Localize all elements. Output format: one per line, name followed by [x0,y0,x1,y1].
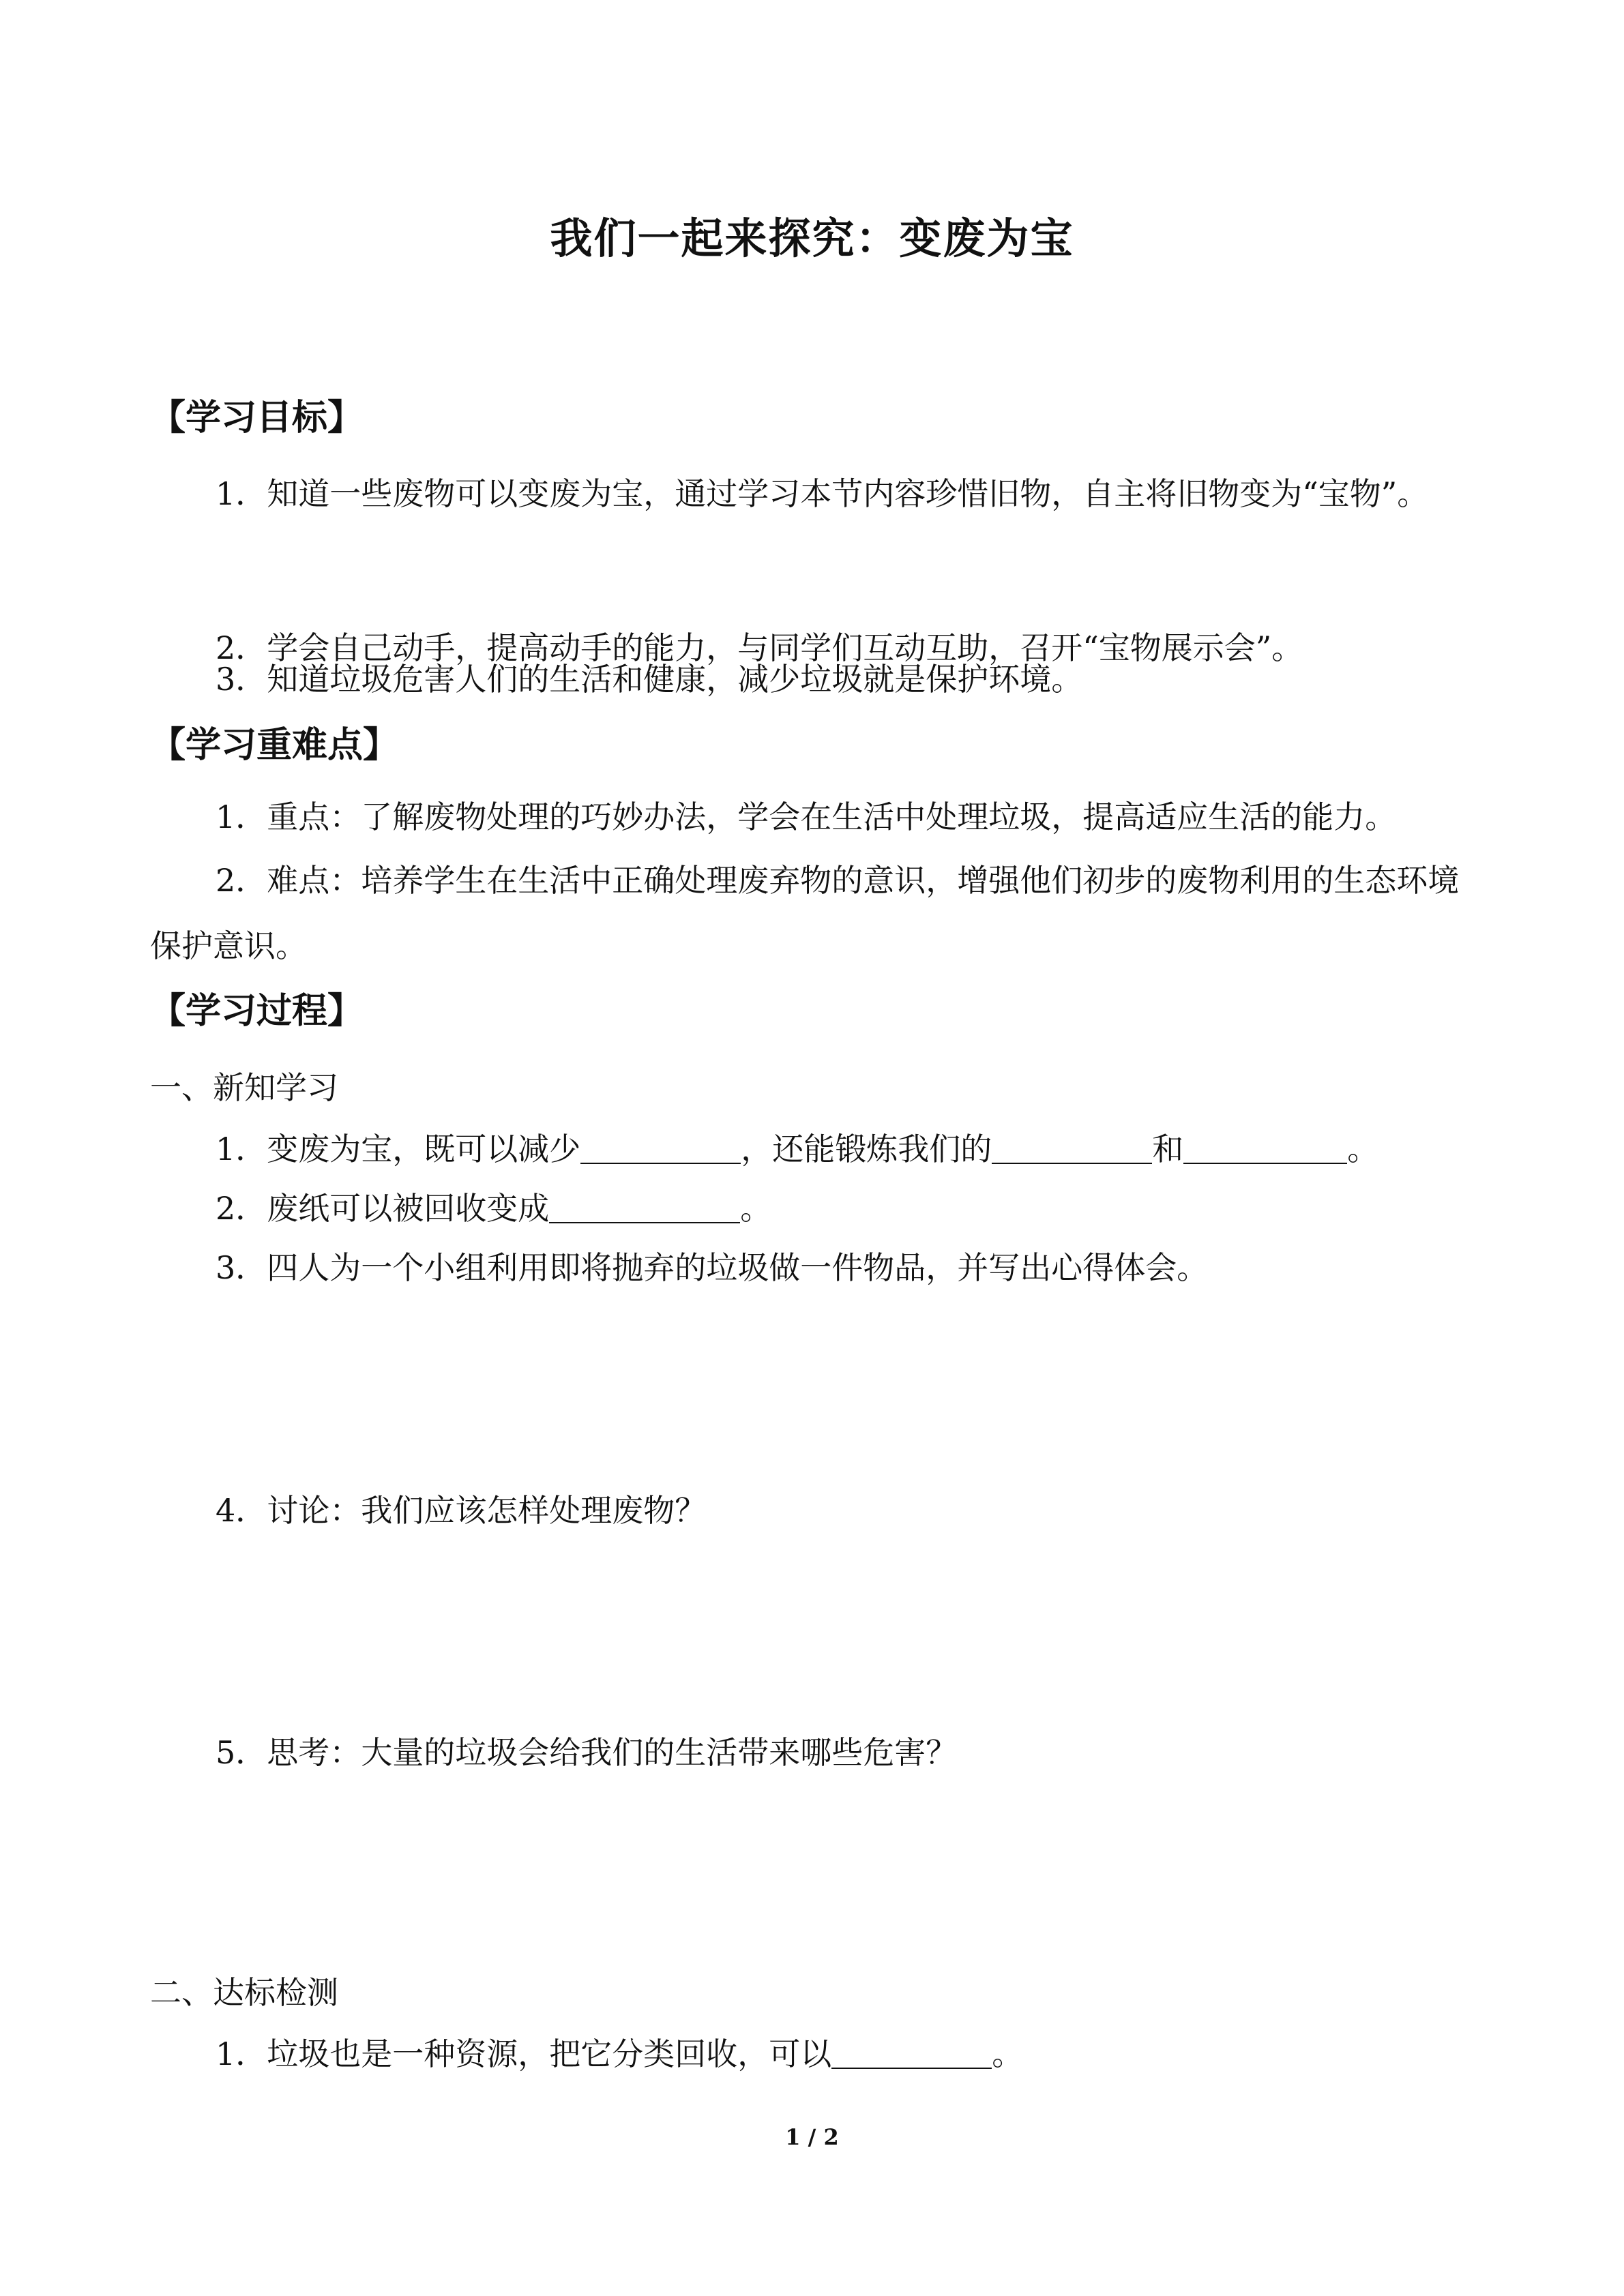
objectives-heading: 【学习目标】 [150,398,364,438]
question-1-text-a: 1．变废为宝，既可以减少 [216,1131,581,1167]
section-label-assessment: 二、达标检测 [150,1974,338,2011]
answer-blank[interactable] [992,1133,1152,1164]
key-points-heading: 【学习重难点】 [150,725,399,766]
question-1-text-d: 。 [1347,1131,1379,1167]
assessment-question-1-text-a: 1．垃圾也是一种资源，把它分类回收，可以 [216,2036,832,2072]
answer-blank[interactable] [831,2038,992,2069]
question-1 [216,1129,1378,1169]
answer-blank[interactable] [549,1192,740,1223]
objective-item-2: 2．学会自己动手，提高动手的能力，与同学们互动互助，召开“宝物展示会”。 [216,629,1303,666]
question-1-text-c: 和 [1152,1131,1184,1167]
answer-blank[interactable] [580,1133,741,1164]
question-3: 3．四人为一个小组利用即将抛弃的垃圾做一件物品，并写出心得体会。 [216,1249,1209,1286]
page-title: 我们一起来探究：变废为宝 [550,213,1074,263]
section-label-new-knowledge: 一、新知学习 [150,1069,338,1106]
question-1-text-b: ，还能锻炼我们的 [741,1131,992,1167]
assessment-question-1 [216,2033,1023,2074]
question-4: 4．讨论：我们应该怎样处理废物？ [216,1492,707,1529]
question-2-text-a: 2．废纸可以被回收变成 [216,1190,550,1227]
objective-item-1: 1．知道一些废物可以变废为宝，通过学习本节内容珍惜旧物，自主将旧物变为“宝物”。 [216,475,1429,512]
question-5: 5．思考：大量的垃圾会给我们的生活带来哪些危害？ [216,1734,958,1771]
objective-item-3: 3．知道垃圾危害人们的生活和健康，减少垃圾就是保护环境。 [216,661,1083,698]
question-2-text-b: 。 [740,1190,772,1227]
key-point-item-2: 2．难点：培养学生在生活中正确处理废弃物的意识，增强他们初步的废物利用的生态环境保护意识。 [150,862,1460,964]
assessment-question-1-text-b: 。 [992,2036,1024,2072]
answer-blank[interactable] [1183,1133,1347,1164]
process-heading: 【学习过程】 [150,991,364,1032]
question-2 [216,1188,771,1229]
page-number: 1 / 2 [785,2124,839,2150]
key-point-item-1: 1．重点：了解废物处理的巧妙办法，学会在生活中处理垃圾，提高适应生活的能力。 [216,799,1397,835]
